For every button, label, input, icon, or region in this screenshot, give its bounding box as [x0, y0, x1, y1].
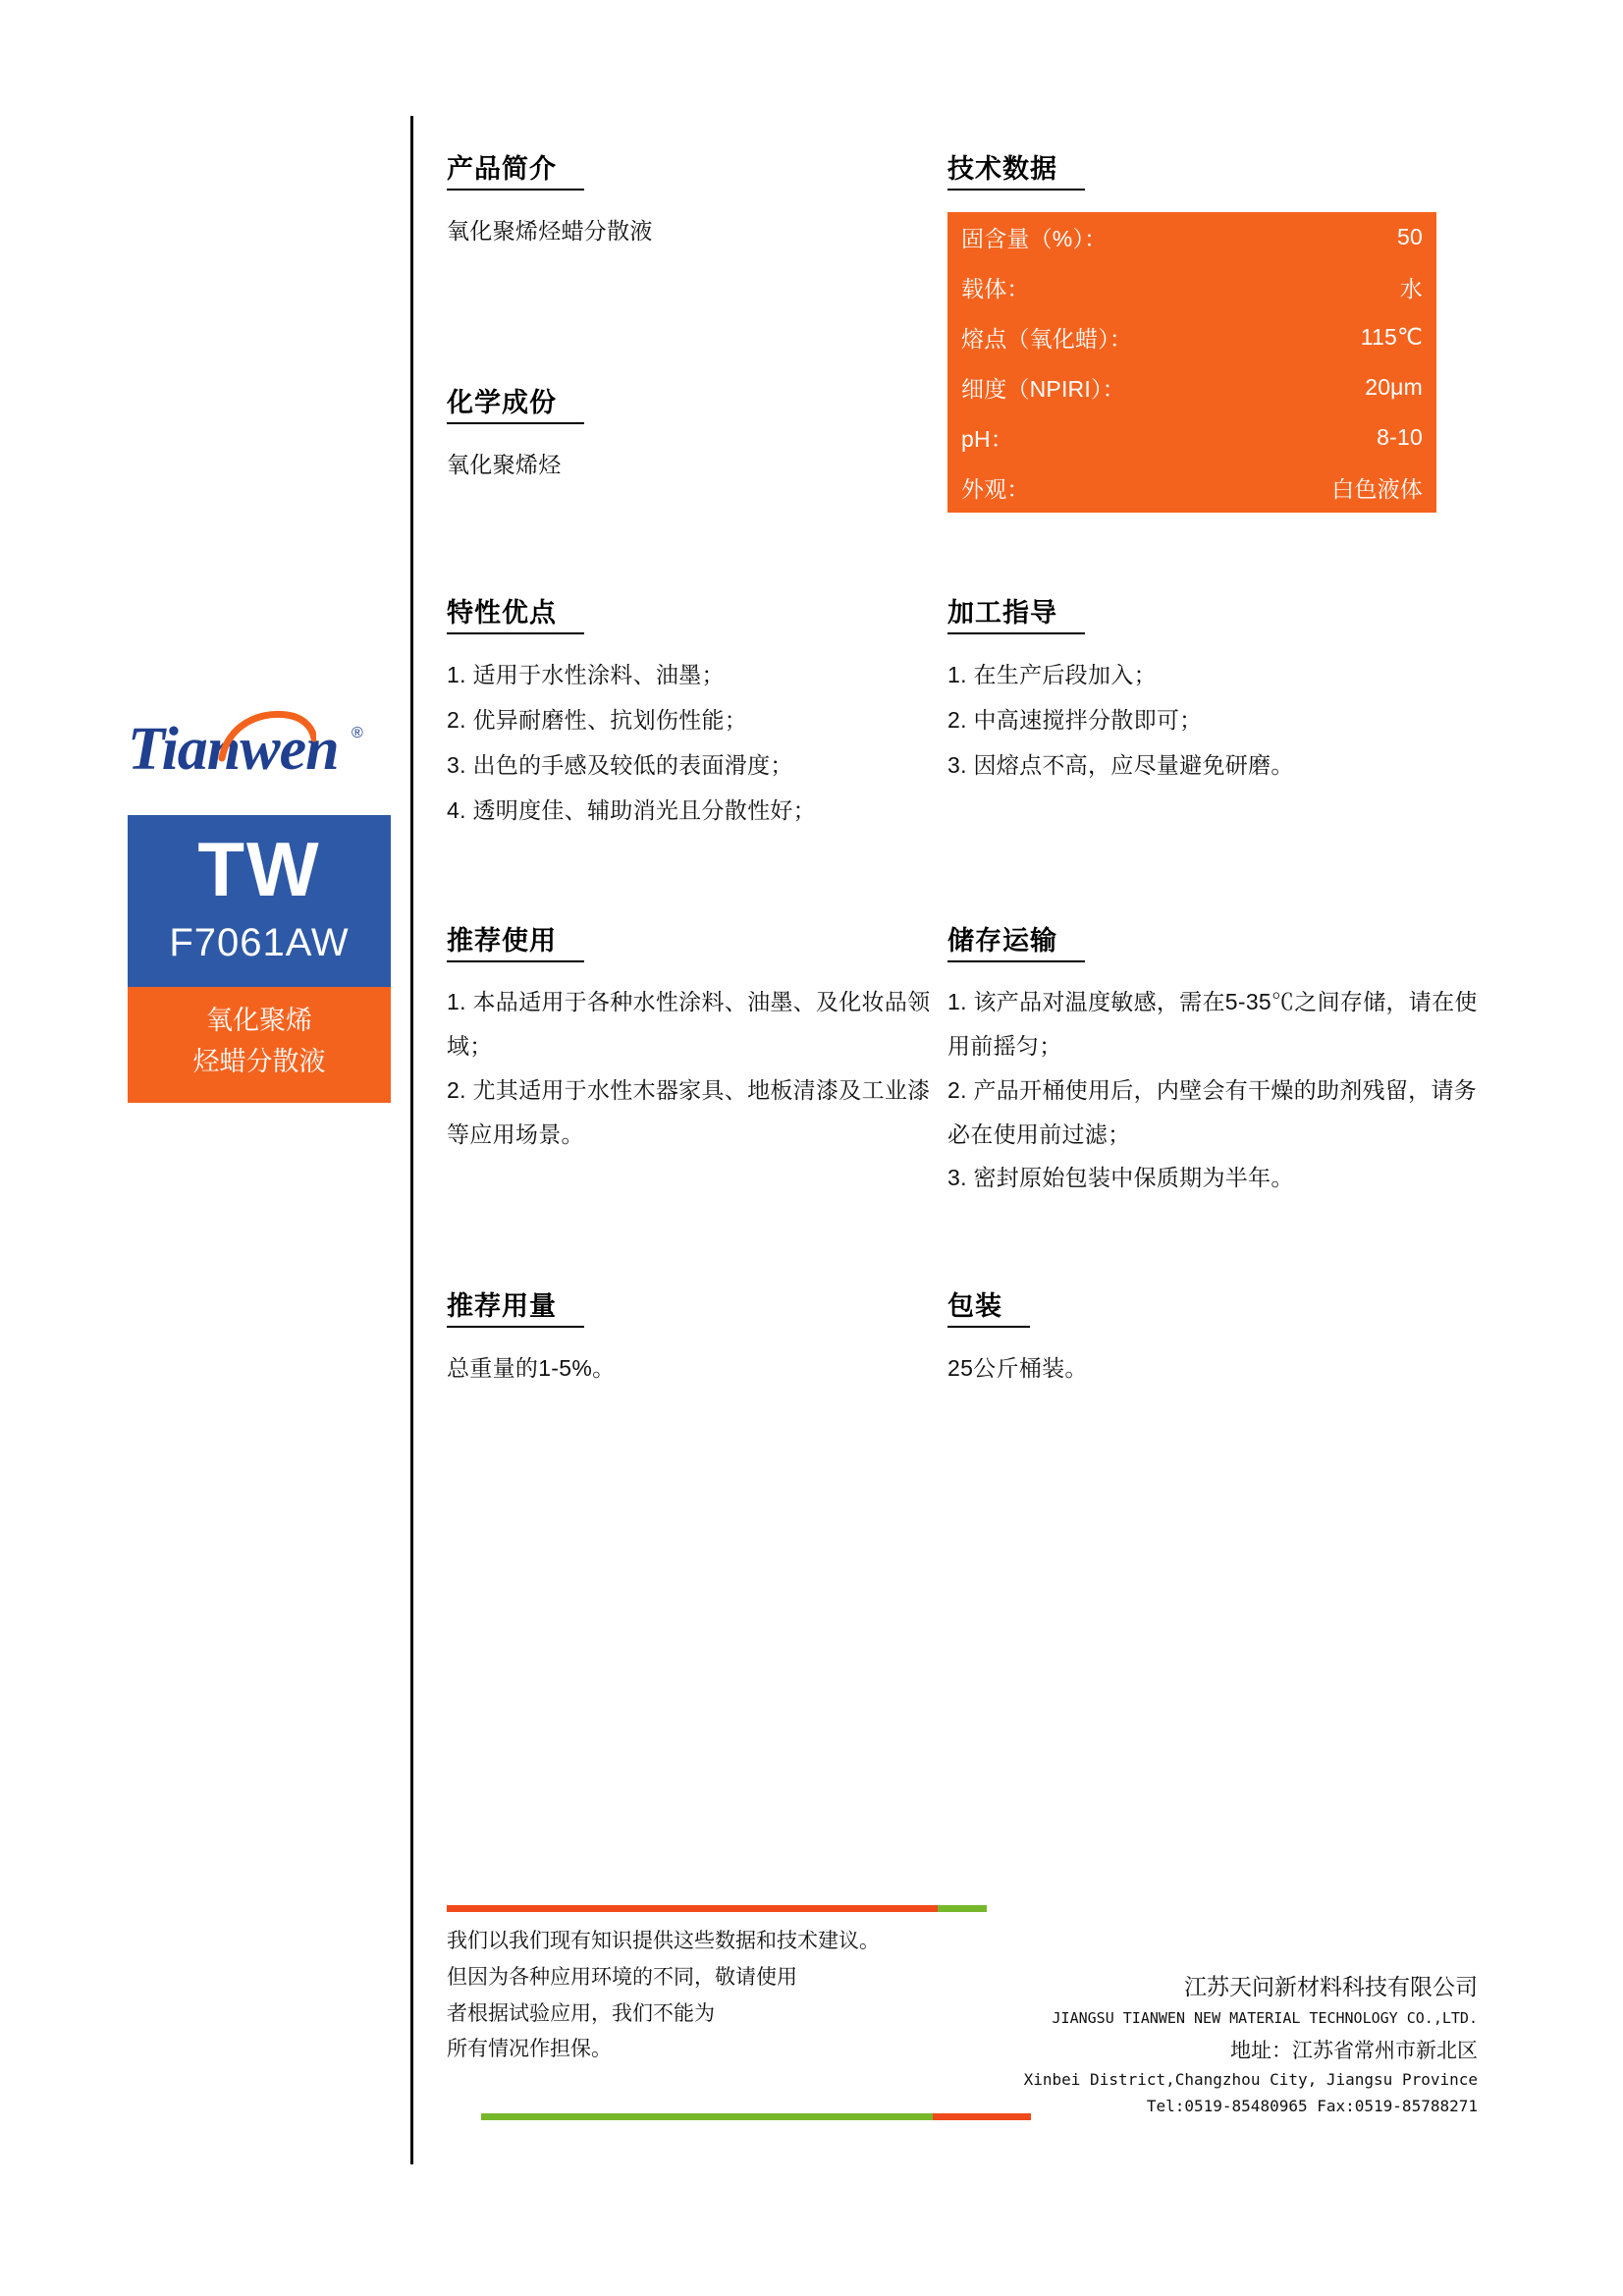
badge-subtitle-line1: 氧化聚烯 — [206, 1006, 312, 1035]
tech-row-value: 50 — [1397, 224, 1423, 249]
badge-brand-code: TW — [197, 826, 321, 912]
section-title-dosage: 推荐用量 — [447, 1285, 584, 1328]
footer-bar-orange — [447, 1905, 938, 1912]
badge-subtitle-line2: 烃蜡分散液 — [192, 1046, 326, 1076]
intro-text: 氧化聚烯烃蜡分散液 — [447, 218, 653, 244]
badge-top — [128, 815, 391, 987]
company-address-cn: 地址：江苏省常州市新北区 — [1230, 2040, 1478, 2062]
section-features — [447, 591, 816, 833]
tech-row-value: 20μm — [1365, 374, 1423, 400]
company-contact: Tel:0519-85480965 Fax:0519-85788271 — [1146, 2097, 1478, 2115]
table-row — [947, 362, 1436, 412]
footer — [447, 1905, 1478, 2115]
brand-column — [118, 707, 393, 1076]
composition-text: 氧化聚烯烃 — [447, 452, 562, 477]
feature-item: 1. 适用于水性涂料、油墨； — [447, 662, 725, 687]
section-processing — [947, 591, 1294, 788]
footer-body — [447, 1924, 1478, 2115]
tech-row-key: 熔点（氧化蜡）： — [961, 326, 1133, 352]
footer-bar-green — [938, 1905, 987, 1912]
section-tech-data — [947, 147, 1436, 513]
footer-bar2-green — [481, 2113, 933, 2120]
badge-product-code: F7061AW — [169, 921, 350, 964]
table-row — [947, 212, 1436, 262]
tech-row-key: 载体： — [961, 276, 1030, 301]
section-recommended-use — [447, 919, 938, 1156]
tech-row-value: 水 — [1399, 276, 1423, 301]
disclaimer-line: 我们以我们现有知识提供这些数据和技术建议。 — [447, 1930, 880, 1952]
processing-item: 3. 因熔点不高，应尽量避免研磨。 — [947, 752, 1294, 778]
tech-row-key: 固含量（%）： — [961, 226, 1108, 251]
company-name-en: JIANGSU TIANWEN NEW MATERIAL TECHNOLOGY CO.,LTD. — [1052, 2009, 1478, 2027]
feature-item: 4. 透明度佳、辅助消光且分散性好； — [447, 797, 816, 823]
storage-item: 1. 该产品对温度敏感，需在5-35℃之间存储，请在使用前摇匀； — [947, 989, 1478, 1059]
processing-item: 1. 在生产后段加入； — [947, 662, 1157, 687]
processing-item: 2. 中高速搅拌分散即可； — [947, 707, 1203, 733]
company-info — [928, 1969, 1478, 2115]
tech-row-value: 白色液体 — [1331, 476, 1423, 502]
table-row — [947, 262, 1436, 312]
logo-wordmark: Tianwen — [128, 716, 339, 783]
section-packaging — [947, 1285, 1088, 1391]
packaging-text: 25公斤桶装。 — [947, 1355, 1088, 1381]
tech-row-key: pH： — [961, 426, 1014, 452]
feature-item: 2. 优异耐磨性、抗划伤性能； — [447, 707, 748, 733]
section-title-processing: 加工指导 — [947, 591, 1085, 634]
section-dosage — [447, 1285, 615, 1391]
product-badge — [128, 815, 391, 1103]
company-logo — [128, 707, 383, 795]
footer-bar2-orange — [933, 2113, 1031, 2120]
section-title-storage: 储存运输 — [947, 919, 1085, 962]
section-title-recommended-use: 推荐使用 — [447, 919, 584, 962]
storage-item: 2. 产品开桶使用后，内壁会有干燥的助剂残留，请务必在使用前过滤； — [947, 1076, 1478, 1147]
disclaimer-line: 所有情况作担保。 — [447, 2038, 612, 2061]
tech-data-table — [947, 212, 1436, 513]
tech-row-key: 外观： — [961, 476, 1030, 502]
table-row — [947, 412, 1436, 463]
section-title-intro: 产品简介 — [447, 147, 584, 191]
section-intro — [447, 147, 653, 253]
company-address-en: Xinbei District,Changzhou City, Jiangsu Province — [1023, 2070, 1478, 2089]
dosage-text: 总重量的1-5%。 — [447, 1355, 616, 1381]
table-row — [947, 463, 1436, 513]
badge-bottom — [128, 987, 391, 1103]
section-composition — [447, 381, 584, 487]
disclaimer-line: 者根据试验应用，我们不能为 — [447, 2001, 715, 2025]
feature-item: 3. 出色的手感及较低的表面滑度； — [447, 752, 793, 778]
section-title-composition: 化学成份 — [447, 381, 584, 424]
section-storage — [947, 919, 1478, 1200]
disclaimer — [447, 1924, 957, 2068]
recommended-use-item: 2. 尤其适用于水性木器家具、地板清漆及工业漆等应用场景。 — [447, 1076, 931, 1147]
table-row — [947, 312, 1436, 362]
section-title-tech-data: 技术数据 — [947, 147, 1085, 191]
section-title-packaging: 包装 — [947, 1285, 1030, 1328]
section-title-features: 特性优点 — [447, 591, 584, 634]
tech-row-key: 细度（NPIRI）： — [961, 376, 1125, 402]
tech-row-value: 115℃ — [1360, 324, 1423, 350]
disclaimer-line: 但因为各种应用环境的不同，敬请使用 — [447, 1965, 797, 1989]
recommended-use-item: 1. 本品适用于各种水性涂料、油墨、及化妆品领域； — [447, 989, 931, 1059]
footer-divider-top — [447, 1905, 1478, 1912]
tech-row-value: 8-10 — [1377, 424, 1423, 450]
company-name-cn: 江苏天问新材料科技有限公司 — [1184, 1974, 1478, 1999]
vertical-divider — [410, 116, 413, 2164]
footer-divider-bottom — [481, 2113, 1031, 2120]
storage-item: 3. 密封原始包装中保质期为半年。 — [947, 1165, 1294, 1191]
registered-trademark-icon: ® — [352, 725, 363, 741]
